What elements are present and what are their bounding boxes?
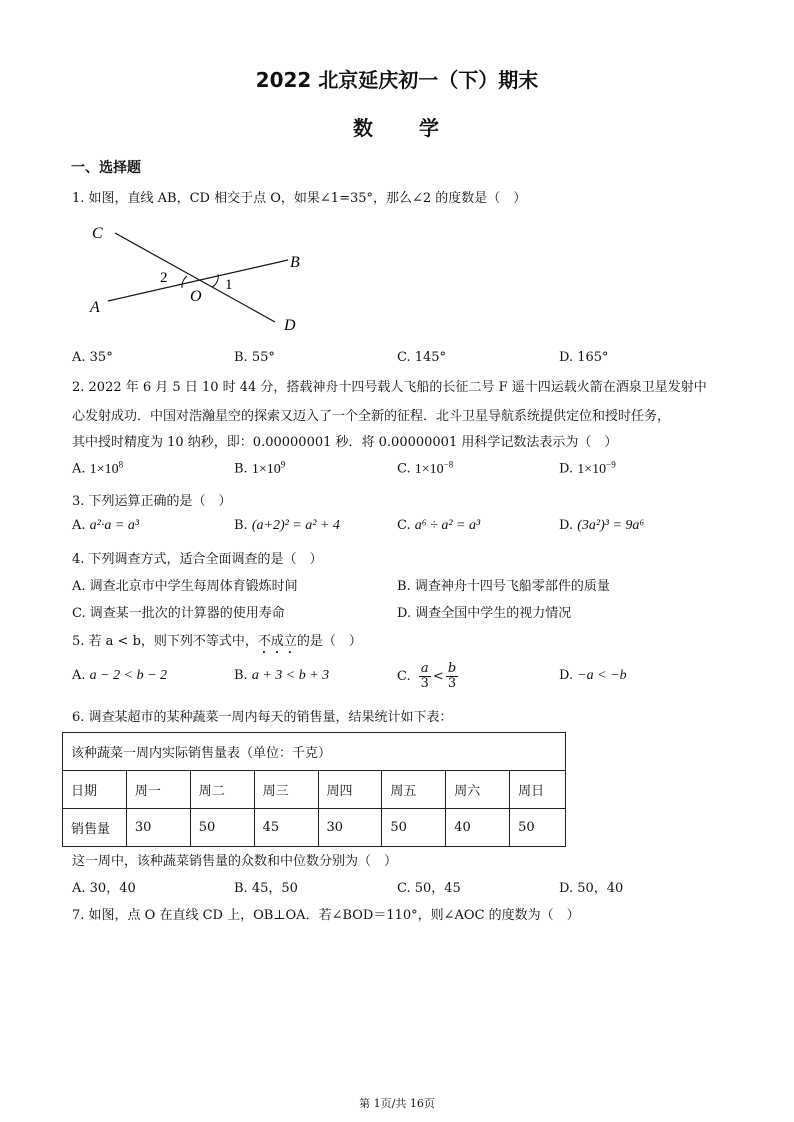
subject-title: 数 学 bbox=[353, 116, 441, 140]
label-angle2: 2 bbox=[160, 270, 168, 286]
q5-stem bbox=[72, 630, 362, 657]
q2-option-a[interactable] bbox=[72, 459, 123, 478]
q4-option-d[interactable]: D. 调查全国中学生的视力情况 bbox=[397, 606, 572, 621]
table-cell: 45 bbox=[254, 809, 318, 847]
option-letter: C. bbox=[397, 461, 411, 477]
math-expr bbox=[577, 459, 616, 477]
sci-exponent: 8 bbox=[118, 459, 124, 469]
table-cell: 50 bbox=[382, 809, 446, 847]
label-o: O bbox=[190, 288, 202, 305]
q3-option-a[interactable] bbox=[72, 518, 139, 534]
table-cell: 周五 bbox=[382, 771, 446, 809]
q2-option-d[interactable] bbox=[559, 459, 616, 478]
option-letter: A. bbox=[72, 668, 86, 683]
option-letter: D. bbox=[559, 518, 574, 533]
math-expr: (3a²)³ = 9a⁶ bbox=[577, 518, 645, 533]
line-cd bbox=[115, 233, 275, 322]
math-expr: (a+2)² = a² + 4 bbox=[251, 518, 340, 533]
q1-option-b[interactable]: B. 55° bbox=[234, 350, 275, 365]
q2-stem-line1: 2. 2022 年 6 月 5 日 10 时 44 分，搭载神舟十四号载人飞船的长征二号 F 遥十四运载火箭在酒泉卫星发射中 bbox=[72, 380, 707, 395]
fraction-a-over-3 bbox=[419, 662, 431, 691]
table-cell: 周六 bbox=[446, 771, 510, 809]
table-cell: 50 bbox=[190, 809, 254, 847]
fraction-numerator: b bbox=[447, 660, 457, 676]
sci-base: 1×10 bbox=[251, 461, 281, 477]
fraction-denominator: 3 bbox=[447, 675, 457, 691]
q3-option-d[interactable] bbox=[559, 518, 644, 534]
sci-exponent: −8 bbox=[443, 459, 454, 469]
q6-followup: 这一周中，该种蔬菜销售量的众数和中位数分别为（ ） bbox=[72, 854, 398, 869]
math-expr: a⁶ ÷ a² = a³ bbox=[414, 518, 481, 533]
q5-stem-post: 的是（ ） bbox=[296, 634, 362, 649]
q7-stem: 7. 如图，点 O 在直线 CD 上，OB⊥OA．若∠BOD＝110°，则∠AOC 的度数为（ ） bbox=[72, 908, 580, 923]
table-cell: 周二 bbox=[190, 771, 254, 809]
math-expr: a − 2 < b − 2 bbox=[89, 668, 168, 683]
q4-stem: 4. 下列调查方式，适合全面调查的是（ ） bbox=[72, 552, 323, 567]
table-cell: 周四 bbox=[318, 771, 382, 809]
table-cell: 周日 bbox=[510, 771, 566, 809]
q3-stem: 3. 下列运算正确的是（ ） bbox=[72, 494, 232, 509]
q6-stem: 6. 调查某超市的某种蔬菜一周内每天的销售量，结果统计如下表： bbox=[72, 710, 453, 725]
section-heading: 一、选择题 bbox=[71, 160, 141, 176]
math-expr bbox=[414, 459, 454, 477]
fraction-numerator: a bbox=[420, 660, 429, 676]
sci-exponent: 9 bbox=[280, 459, 286, 469]
option-letter: C. bbox=[397, 668, 411, 684]
table-cell: 30 bbox=[126, 809, 190, 847]
q1-option-c[interactable]: C. 145° bbox=[397, 350, 447, 365]
q1-stem: 1. 如图，直线 AB，CD 相交于点 O，如果∠1=35°，那么∠2 的度数是（ ） bbox=[72, 191, 527, 206]
math-expr: a + 3 < b + 3 bbox=[251, 668, 330, 683]
q5-stem-emphasis: 不成立 bbox=[257, 634, 297, 649]
q3-option-b[interactable] bbox=[234, 518, 340, 534]
table-caption: 该种蔬菜一周内实际销售量表（单位：千克） bbox=[63, 733, 566, 771]
sci-base: 1×10 bbox=[89, 461, 119, 477]
q5-stem-pre: 5. 若 a < b，则下列不等式中， bbox=[72, 634, 258, 649]
table-cell: 30 bbox=[318, 809, 382, 847]
table-cell: 50 bbox=[510, 809, 566, 847]
q2-option-c[interactable] bbox=[397, 459, 453, 478]
q6-option-a[interactable]: A. 30，40 bbox=[72, 881, 136, 896]
q1-option-a[interactable]: A. 35° bbox=[72, 350, 113, 365]
label-a: A bbox=[90, 299, 100, 316]
q5-option-d[interactable] bbox=[559, 668, 627, 684]
table-cell: 日期 bbox=[63, 771, 127, 809]
q4-option-c[interactable]: C. 调查某一批次的计算器的使用寿命 bbox=[72, 606, 285, 621]
sales-table bbox=[62, 732, 566, 847]
option-letter: D. bbox=[559, 461, 574, 477]
fraction-b-over-3 bbox=[446, 662, 458, 691]
table-cell: 周一 bbox=[126, 771, 190, 809]
table-caption-row bbox=[63, 733, 566, 771]
table-cell: 40 bbox=[446, 809, 510, 847]
sci-base: 1×10 bbox=[414, 461, 444, 477]
exam-title: 2022 北京延庆初一（下）期末 bbox=[255, 68, 539, 92]
q5-option-b[interactable] bbox=[234, 668, 329, 684]
option-letter: B. bbox=[234, 461, 248, 477]
math-expr bbox=[89, 459, 124, 477]
q2-option-b[interactable] bbox=[234, 459, 285, 478]
q5-option-c[interactable] bbox=[397, 656, 458, 696]
table-data-row bbox=[63, 809, 566, 847]
q2-stem-line3: 其中授时精度为 10 纳秒，即：0.00000001 秒．将 0.00000001 用科学记数法表示为（ ） bbox=[72, 435, 618, 450]
q1-figure bbox=[80, 215, 340, 345]
label-d: D bbox=[284, 317, 296, 334]
q4-option-a[interactable]: A. 调查北京市中学生每周体育锻炼时间 bbox=[72, 579, 298, 594]
sci-base: 1×10 bbox=[577, 461, 607, 477]
option-letter: B. bbox=[234, 668, 248, 683]
table-cell: 销售量 bbox=[63, 809, 127, 847]
label-c: C bbox=[92, 225, 103, 242]
option-letter: A. bbox=[72, 518, 86, 533]
label-b: B bbox=[290, 254, 300, 271]
option-letter: A. bbox=[72, 461, 86, 477]
angle2-arc bbox=[182, 276, 187, 288]
sci-exponent: −9 bbox=[606, 459, 616, 469]
math-expr bbox=[251, 459, 286, 477]
math-expr: −a < −b bbox=[577, 668, 627, 683]
table-header-row bbox=[63, 771, 566, 809]
q4-option-b[interactable]: B. 调查神舟十四号飞船零部件的质量 bbox=[397, 579, 610, 594]
option-letter: C. bbox=[397, 518, 411, 533]
fraction-denominator: 3 bbox=[420, 675, 429, 691]
table-cell: 周三 bbox=[254, 771, 318, 809]
option-letter: D. bbox=[559, 668, 574, 683]
q5-option-a[interactable] bbox=[72, 668, 167, 684]
q6-option-c[interactable]: C. 50，45 bbox=[397, 881, 461, 896]
q6-option-d[interactable]: D. 50，40 bbox=[559, 881, 624, 896]
less-than-sign: < bbox=[432, 668, 444, 684]
option-letter: B. bbox=[234, 518, 248, 533]
label-angle1: 1 bbox=[225, 277, 233, 293]
math-expr: a²·a = a³ bbox=[89, 518, 140, 533]
q6-option-b[interactable]: B. 45，50 bbox=[234, 881, 298, 896]
page-number: 第 1页/共 16页 bbox=[359, 1097, 435, 1110]
q2-stem-line2: 心发射成功．中国对浩瀚星空的探索又迈入了一个全新的征程．北斗卫星导航系统提供定位和授时任务， bbox=[72, 409, 671, 424]
q1-option-d[interactable]: D. 165° bbox=[559, 350, 609, 365]
q3-option-c[interactable] bbox=[397, 518, 480, 534]
